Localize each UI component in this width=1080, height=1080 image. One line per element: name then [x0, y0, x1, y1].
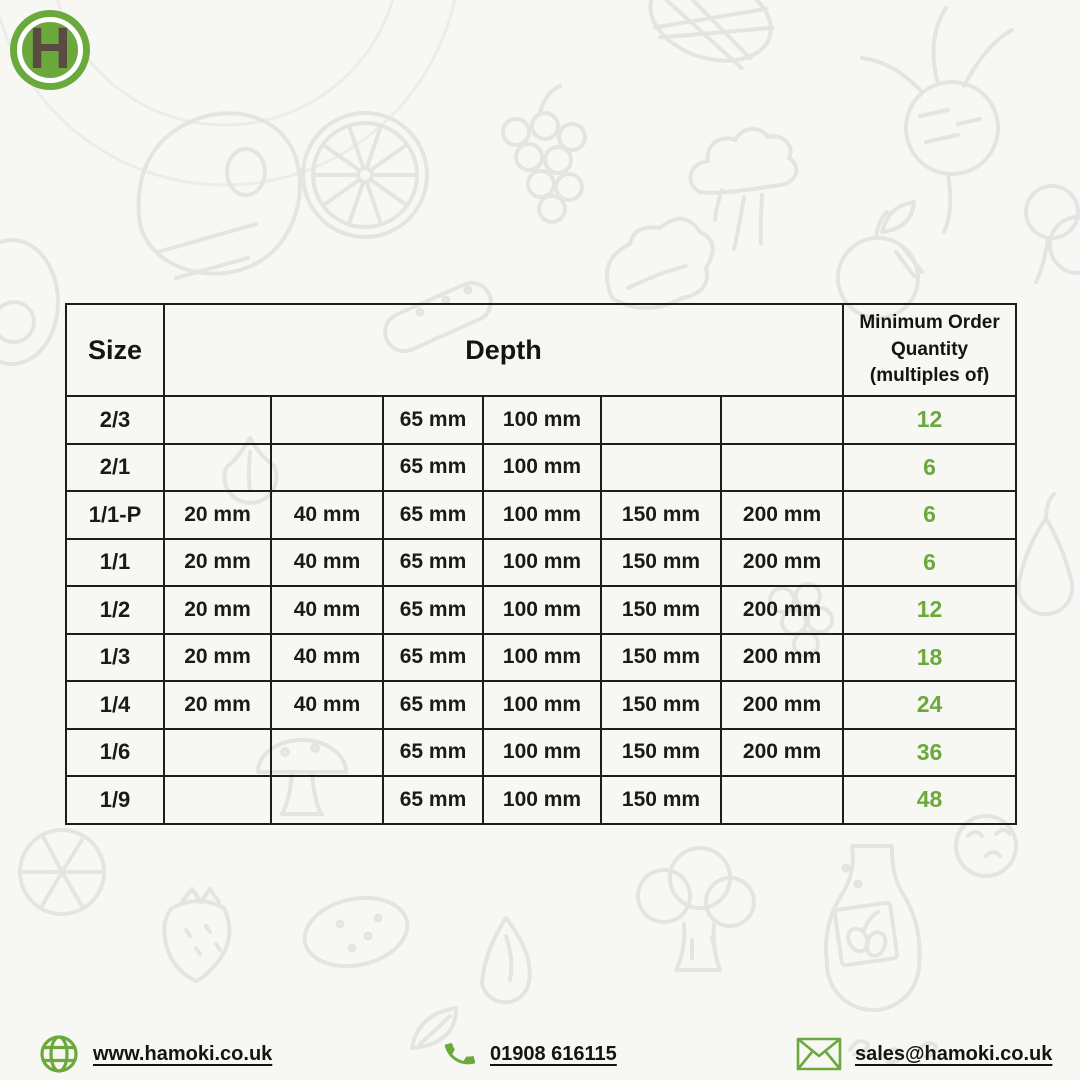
depth-cell: [721, 444, 843, 492]
email-link[interactable]: sales@hamoki.co.uk: [855, 1042, 1053, 1065]
pattern-kale-icon: [607, 219, 713, 308]
header-size: Size: [66, 304, 164, 396]
table-row: [66, 634, 1016, 682]
depth-cell: 200 mm: [721, 586, 843, 634]
moq-cell: 18: [843, 634, 1016, 682]
depth-cell: 150 mm: [601, 586, 721, 634]
depth-cell: 200 mm: [721, 539, 843, 587]
pattern-grapes-icon: [503, 86, 585, 222]
pattern-almond-icon: [482, 918, 530, 1002]
depth-cell: 20 mm: [164, 491, 271, 539]
table-row: [66, 586, 1016, 634]
depth-cell: 200 mm: [721, 729, 843, 777]
pattern-cauliflower-icon: [956, 816, 1016, 876]
hamoki-logo: [10, 10, 90, 90]
pattern-steak-icon: [139, 113, 300, 278]
depth-cell: 150 mm: [601, 729, 721, 777]
depth-cell: 20 mm: [164, 586, 271, 634]
pattern-beet-icon: [862, 8, 1012, 232]
footer-phone[interactable]: [443, 1030, 617, 1078]
globe-icon: [38, 1033, 80, 1075]
depth-cell: 100 mm: [483, 539, 601, 587]
depth-cell: 65 mm: [383, 776, 483, 824]
pattern-broccoli-right-icon: [1026, 186, 1080, 282]
depth-cell: [271, 729, 383, 777]
depth-cell: 40 mm: [271, 539, 383, 587]
table-row: [66, 491, 1016, 539]
depth-cell: 65 mm: [383, 729, 483, 777]
table-row: [66, 444, 1016, 492]
depth-cell: [164, 776, 271, 824]
depth-cell: [601, 396, 721, 444]
depth-cell: 65 mm: [383, 586, 483, 634]
depth-cell: 65 mm: [383, 539, 483, 587]
depth-cell: 200 mm: [721, 634, 843, 682]
table-header-row: [66, 304, 1016, 396]
depth-cell: 20 mm: [164, 539, 271, 587]
moq-cell: 12: [843, 396, 1016, 444]
depth-cell: [721, 776, 843, 824]
header-moq: Minimum Order Quantity (multiples of): [843, 304, 1016, 396]
depth-cell: [164, 444, 271, 492]
size-cell: 1/2: [66, 586, 164, 634]
depth-cell: 40 mm: [271, 586, 383, 634]
pattern-apple-icon: [838, 202, 922, 318]
depth-cell: [601, 444, 721, 492]
phone-link[interactable]: 01908 616115: [490, 1042, 617, 1065]
depth-cell: 40 mm: [271, 681, 383, 729]
depth-cell: 150 mm: [601, 539, 721, 587]
depth-cell: 65 mm: [383, 444, 483, 492]
pattern-pineapple-icon: [639, 0, 782, 75]
pattern-chanterelle-icon: [690, 129, 796, 249]
website-link[interactable]: www.hamoki.co.uk: [93, 1042, 273, 1065]
depth-cell: 40 mm: [271, 491, 383, 539]
depth-cell: 150 mm: [601, 491, 721, 539]
pattern-avocado-icon: [0, 240, 58, 364]
moq-cell: 48: [843, 776, 1016, 824]
size-depth-table: [65, 303, 1017, 825]
depth-cell: [271, 444, 383, 492]
pattern-pear-icon: [1018, 494, 1072, 614]
depth-cell: 100 mm: [483, 776, 601, 824]
pattern-strawberry-icon: [164, 889, 229, 981]
size-cell: 2/1: [66, 444, 164, 492]
depth-cell: [164, 396, 271, 444]
depth-cell: [271, 396, 383, 444]
size-cell: 1/4: [66, 681, 164, 729]
logo-letter: H: [29, 16, 71, 81]
depth-cell: [271, 776, 383, 824]
depth-cell: [721, 396, 843, 444]
size-cell: 1/1-P: [66, 491, 164, 539]
depth-cell: 100 mm: [483, 491, 601, 539]
depth-cell: 100 mm: [483, 729, 601, 777]
size-cell: 2/3: [66, 396, 164, 444]
depth-cell: 20 mm: [164, 634, 271, 682]
table-row: [66, 729, 1016, 777]
footer-website[interactable]: [38, 1030, 272, 1078]
depth-cell: 40 mm: [271, 634, 383, 682]
depth-cell: 65 mm: [383, 634, 483, 682]
depth-cell: 100 mm: [483, 634, 601, 682]
depth-cell: 100 mm: [483, 586, 601, 634]
header-depth: Depth: [164, 304, 843, 396]
size-cell: 1/6: [66, 729, 164, 777]
depth-cell: 150 mm: [601, 634, 721, 682]
depth-cell: 150 mm: [601, 681, 721, 729]
pattern-bottle-icon: [826, 846, 920, 1010]
depth-cell: 100 mm: [483, 681, 601, 729]
moq-cell: 12: [843, 586, 1016, 634]
envelope-icon: [796, 1037, 842, 1071]
table-row: [66, 539, 1016, 587]
depth-cell: 100 mm: [483, 396, 601, 444]
pattern-broccoli-icon: [638, 848, 754, 970]
table-row: [66, 396, 1016, 444]
phone-icon: [443, 1037, 477, 1071]
depth-cell: 150 mm: [601, 776, 721, 824]
depth-cell: 65 mm: [383, 491, 483, 539]
footer-email[interactable]: [796, 1030, 1052, 1078]
pattern-potato-icon: [298, 889, 413, 975]
moq-cell: 36: [843, 729, 1016, 777]
depth-cell: [164, 729, 271, 777]
moq-cell: 6: [843, 491, 1016, 539]
table-row: [66, 776, 1016, 824]
pattern-lemon-slice-icon: [20, 830, 104, 914]
depth-cell: 200 mm: [721, 681, 843, 729]
moq-cell: 6: [843, 444, 1016, 492]
depth-cell: 65 mm: [383, 681, 483, 729]
size-cell: 1/1: [66, 539, 164, 587]
pattern-citrus-icon: [303, 113, 427, 237]
moq-cell: 24: [843, 681, 1016, 729]
table-row: [66, 681, 1016, 729]
moq-cell: 6: [843, 539, 1016, 587]
depth-cell: 100 mm: [483, 444, 601, 492]
depth-cell: 20 mm: [164, 681, 271, 729]
size-cell: 1/3: [66, 634, 164, 682]
depth-cell: 65 mm: [383, 396, 483, 444]
size-cell: 1/9: [66, 776, 164, 824]
depth-cell: 200 mm: [721, 491, 843, 539]
